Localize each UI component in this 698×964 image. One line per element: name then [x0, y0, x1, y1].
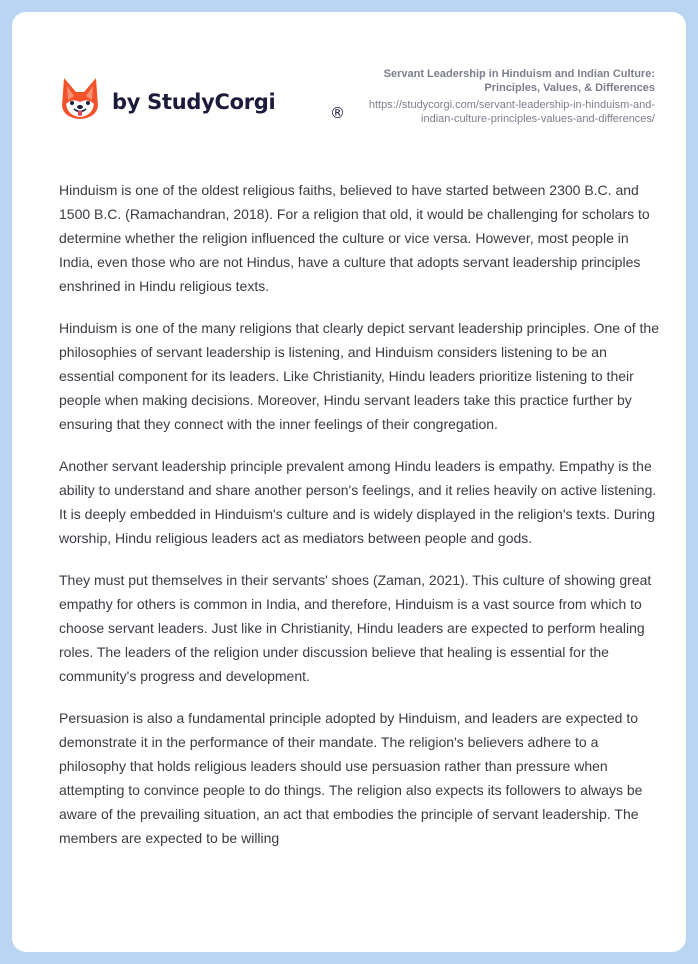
- document-url[interactable]: [315, 98, 655, 126]
- corgi-logo-icon: [60, 76, 100, 120]
- title-line-2: Principles, Values, & Differences: [484, 82, 655, 94]
- studycorgi-logo[interactable]: [60, 76, 345, 122]
- document-meta: [315, 67, 655, 126]
- paragraph: Hinduism is one of the oldest religious faiths, believed to have started between 2300 B.C. and 1500 B.C. (Ramachandran, 2018). For a religion that old, it would be challenging for scholars to determine whether the religion influenced the culture or vice versa. However, most people in India, even those who are not Hindus, have a culture that adopts servant leadership principles enshrined in Hindu religious texts.: [59, 182, 650, 294]
- paragraph: Another servant leadership principle prevalent among Hindu leaders is empathy. Empathy is the ability to understand and share another person's feelings, and it relies heavily on active listening. It is deeply embedded in Hinduism's culture and is widely displayed in the religion's texts. During worship, Hindu religious leaders act as mediators between people and gods.: [59, 458, 657, 546]
- article-body: [59, 178, 659, 868]
- paragraph: Hinduism is one of the many religions that clearly depict servant leadership principles. One of the philosophies of servant leadership is listening, and Hinduism considers listening to be an essential component for its leaders. Like Christianity, Hindu leaders prioritize listening to their people when making decisions. Moreover, Hindu servant leaders take this practice further by ensuring that they connect with the inner feelings of their congregation.: [59, 320, 659, 432]
- url-line-2: indian-culture-principles-values-and-differences/: [421, 113, 655, 125]
- brand-name: by StudyCorgi: [112, 90, 276, 114]
- document-card: [12, 12, 686, 952]
- header: [12, 12, 686, 162]
- paragraph: They must put themselves in their servants' shoes (Zaman, 2021). This culture of showing great empathy for others is common in India, and therefore, Hinduism is a vast source from which to choose servant leaders. Just like in Christianity, Hindu leaders are expected to perform healing roles. The leaders of the religion under discussion believe that healing is essential for the community's progress and development.: [59, 572, 652, 684]
- document-title: [315, 67, 655, 95]
- registered-mark: ®: [330, 104, 345, 122]
- title-line-1: Servant Leadership in Hinduism and Indian Culture:: [383, 68, 655, 80]
- url-line-1: https://studycorgi.com/servant-leadership-in-hinduism-and-: [368, 99, 655, 111]
- paragraph: Persuasion is also a fundamental principle adopted by Hinduism, and leaders are expected to demonstrate it in the performance of their mandate. The religion's believers adhere to a philosophy that holds religious leaders should use persuasion rather than pressure when attempting to convince people to do things. The religion also expects its followers to always be aware of the prevailing situation, an act that embodies the principle of servant leadership. The members are expected to be willing: [59, 710, 643, 846]
